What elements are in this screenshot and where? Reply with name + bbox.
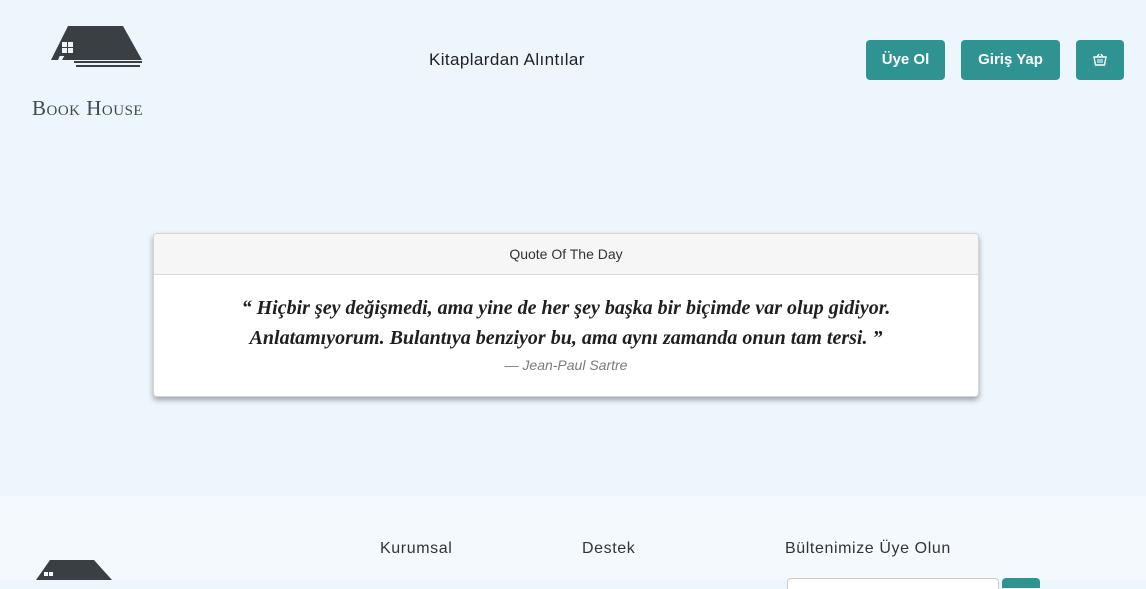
footer-support-title: Destek xyxy=(582,540,636,557)
footer-newsletter-title: Bültenimize Üye Olun xyxy=(785,540,951,557)
house-books-icon xyxy=(48,22,144,68)
footer xyxy=(0,496,1146,580)
quote-text: “ Hiçbir şey değişmedi, ama yine de her şey başka bir biçimde var olup gidiyor. Anlatamıyorum. Bulantıya benziyor bu, ama aynı zamanda onun tam tersi. ” xyxy=(241,297,891,349)
basket-icon xyxy=(1093,53,1107,66)
quote-card xyxy=(153,233,979,397)
register-button[interactable]: Üye Ol xyxy=(866,40,945,80)
logo-text: Book House xyxy=(32,96,144,120)
cart-button[interactable] xyxy=(1076,40,1124,80)
logo[interactable] xyxy=(32,20,164,120)
nav-link-quotes[interactable]: Kitaplardan Alıntılar xyxy=(429,50,585,69)
login-button[interactable]: Giriş Yap xyxy=(961,40,1060,80)
navbar xyxy=(0,0,1146,120)
footer-corporate-title: Kurumsal xyxy=(380,540,453,557)
footer-logo-icon xyxy=(36,558,116,580)
quote-card-header: Quote Of The Day xyxy=(154,234,978,275)
quote-author: — Jean-Paul Sartre xyxy=(504,357,628,373)
